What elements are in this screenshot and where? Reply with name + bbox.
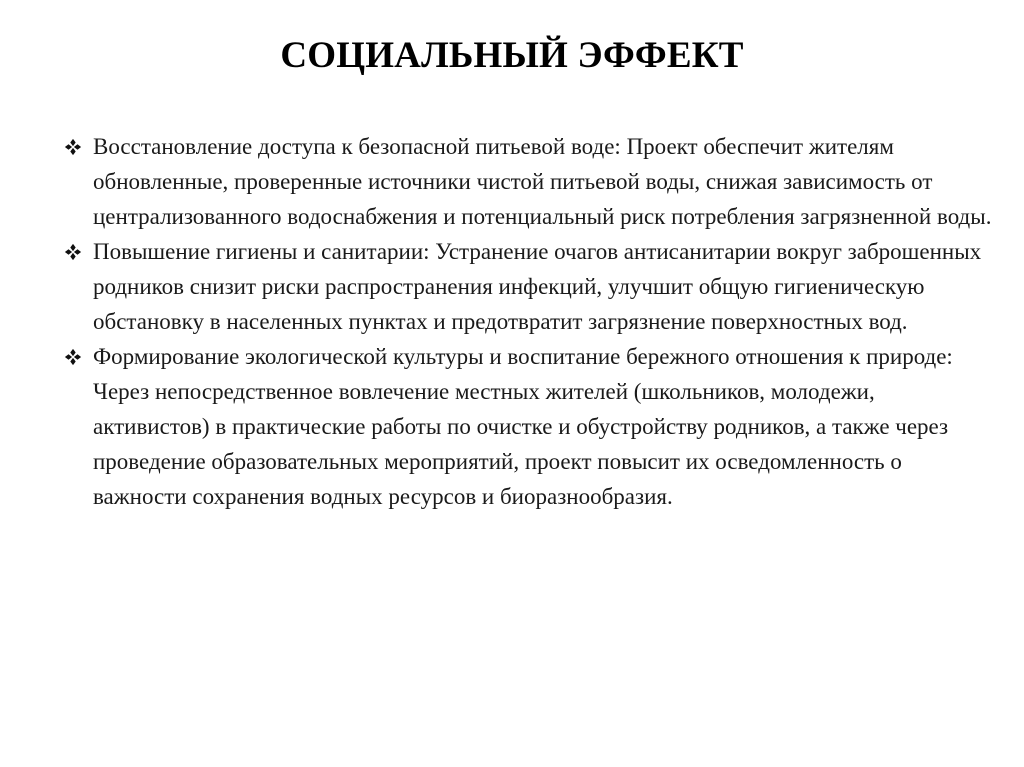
diamond-bullet-icon xyxy=(64,129,86,164)
bullet-item-3 xyxy=(62,339,992,514)
bullet-item-2 xyxy=(62,234,992,339)
bullet-text-2: Повышение гигиены и санитарии: Устранение очагов антисанитарии вокруг заброшенных родников снизит риски распространения инфекций, улучшит общую гигиеническую обстановку в населенных пунктах и предотвратит загрязнение поверхностных вод. xyxy=(93,239,982,334)
diamond-bullet-icon xyxy=(64,234,86,269)
diamond-bullet-icon xyxy=(64,339,86,374)
bullet-text-3: Формирование экологической культуры и воспитание бережного отношения к природе: Через непосредственное вовлечение местных жителей (школьников, молодежи, активистов) в практические работы по очистке и обустройству родников, а также через проведение образовательных мероприятий, проект повысит их осведомленность о важности сохранения водных ресурсов и биоразнообразия. xyxy=(93,344,953,509)
bullet-item-1 xyxy=(62,129,992,234)
bullet-text-1: Восстановление доступа к безопасной питьевой воде: Проект обеспечит жителям обновленные, проверенные источники чистой питьевой воды, снижая зависимость от централизованного водоснабжения и потенциальный риск потребления загрязненной воды. xyxy=(93,134,992,229)
slide-title: СОЦИАЛЬНЫЙ ЭФФЕКТ xyxy=(280,35,744,76)
bullet-list xyxy=(62,129,992,514)
